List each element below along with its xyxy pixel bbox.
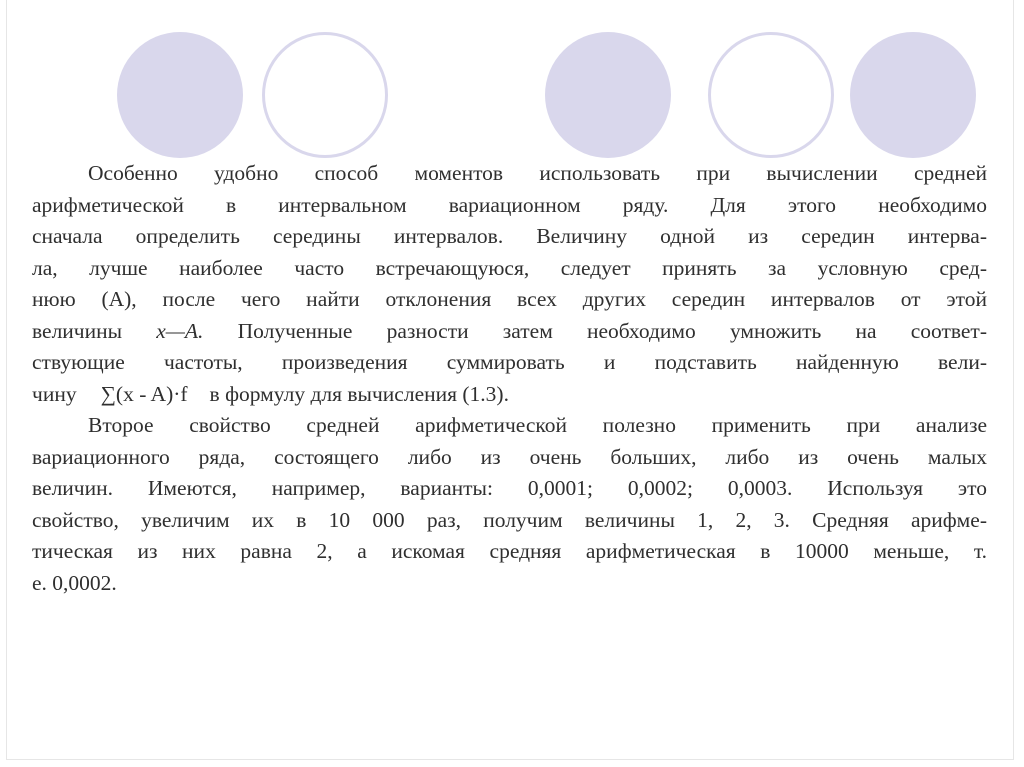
text-fragment: величины	[32, 318, 157, 343]
slide-body-text	[32, 158, 987, 599]
text-fragment: в формулу для вычисления (1.3).	[209, 381, 509, 406]
text-fragment: Полученные разности затем необходимо умножить на соответ-	[203, 318, 987, 343]
text-line: Второе свойство средней арифметической полезно применить при анализе	[88, 413, 987, 437]
sum-formula: ∑(x - A)·f	[100, 381, 188, 406]
decor-circle-outline-2	[708, 32, 834, 158]
formula-inline: x—A.	[156, 318, 204, 343]
text-line	[32, 379, 987, 411]
text-line: Особенно удобно способ моментов использовать при вычислении средней	[88, 161, 987, 185]
text-line: свойство, увеличим их в 10 000 раз, получим величины 1, 2, 3. Средняя арифме-	[32, 507, 987, 532]
decor-circle-filled-3	[850, 32, 976, 158]
text-line: е. 0,0002.	[32, 570, 117, 595]
text-line: ла, лучше наиболее часто встречающуюся, следует принять за условную сред-	[32, 255, 987, 280]
text-line	[32, 316, 987, 348]
decor-circle-outline-1	[262, 32, 388, 158]
text-fragment: чину	[32, 381, 77, 406]
text-line: ствующие частоты, произведения суммировать и подставить найденную вели-	[32, 350, 987, 374]
text-line: величин. Имеются, например, варианты: 0,0001; 0,0002; 0,0003. Используя это	[32, 476, 987, 500]
decor-circle-filled-1	[117, 32, 243, 158]
text-line: арифметической в интервальном вариационном ряду. Для этого необходимо	[32, 192, 987, 217]
text-line: нюю (А), после чего найти отклонения всех других середин интервалов от этой	[32, 287, 987, 311]
decor-circle-filled-2	[545, 32, 671, 158]
text-line: сначала определить середины интервалов. Величину одной из середин интерва-	[32, 224, 987, 248]
text-line: тическая из них равна 2, а искомая средняя арифметическая в 10000 меньше, т.	[32, 539, 987, 563]
text-line: вариационного ряда, состоящего либо из очень больших, либо из очень малых	[32, 444, 987, 469]
